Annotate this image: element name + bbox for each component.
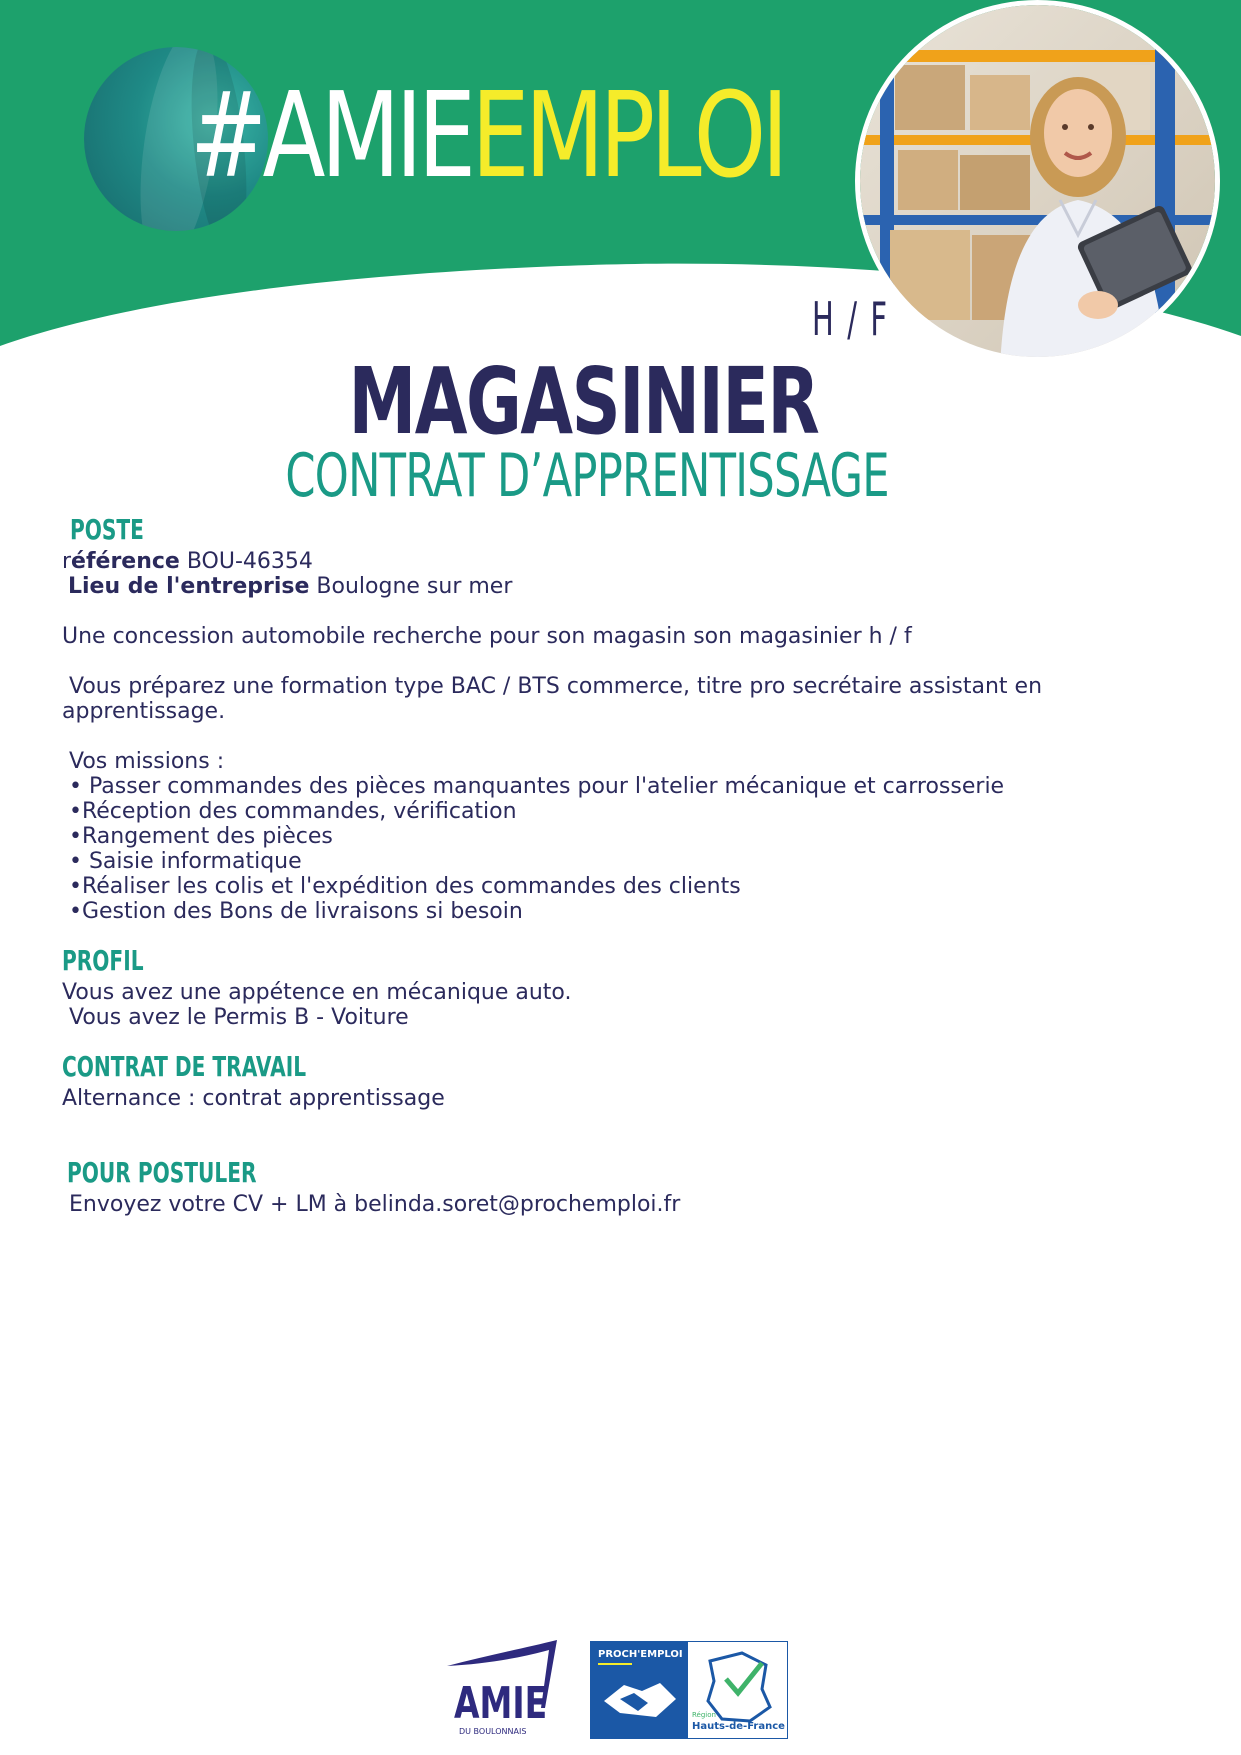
region-name-label: Hauts-de-France [692, 1721, 785, 1732]
brand-title [190, 66, 784, 204]
profil-text: Vous avez une appétence en mécanique auto. Vous avez le Permis B - Voiture [62, 980, 572, 1030]
amie-logo [445, 1638, 565, 1738]
contrat-heading: CONTRAT DE TRAVAIL [62, 1050, 307, 1083]
header-photo [855, 0, 1220, 362]
brand-title-part-1: #AMIE [190, 66, 472, 204]
formation-text: Vous préparez une formation type BAC / BTS commerce, titre pro secrétaire assistant en apprentissage. [62, 674, 1043, 724]
brand-title-part-2: EMPLOI [471, 66, 784, 204]
contract-title-text: CONTRAT D’APPRENTISSAGE [285, 441, 889, 511]
reference-label: éférence [71, 549, 180, 574]
lieu-line [68, 574, 1068, 599]
gender-label: H / F [812, 292, 890, 346]
job-title-text: MAGASINIER [348, 348, 818, 455]
job-intro: Une concession automobile recherche pour son magasin son magasinier h / f [62, 624, 912, 649]
amie-logo-text: AMIE [454, 1678, 548, 1730]
reference-value: BOU-46354 [179, 549, 313, 574]
job-title [0, 348, 1166, 455]
proch-emploi-title: PROCH'EMPLOI [598, 1649, 683, 1660]
postuler-heading: POUR POSTULER [67, 1156, 257, 1189]
warehouse-woman-illustration [860, 5, 1220, 362]
reference-prefix: r [62, 549, 72, 574]
postuler-text: Envoyez votre CV + LM à belinda.soret@prochemploi.fr [62, 1192, 681, 1217]
reference-line [62, 549, 1062, 574]
profil-heading: PROFIL [62, 944, 144, 977]
lieu-value: Boulogne sur mer [309, 574, 513, 599]
contract-title [0, 441, 1174, 511]
region-small-label: Région [692, 1711, 716, 1719]
lieu-label: Lieu de l'entreprise [68, 574, 310, 599]
missions-list: Vos missions : • Passer commandes des pièces manquantes pour l'atelier mécanique et carrosserie •Réception des commandes, vérification •Rangement des pièces • Saisie informatique •Réaliser les colis et l'expédition des commandes des clients •Gestion des Bons de livraisons si besoin [69, 749, 1005, 924]
amie-logo-subtitle: DU BOULONNAIS [459, 1727, 527, 1736]
poste-heading: POSTE [70, 513, 144, 546]
contrat-text: Alternance : contrat apprentissage [62, 1086, 445, 1111]
proch-emploi-logo [590, 1641, 788, 1739]
